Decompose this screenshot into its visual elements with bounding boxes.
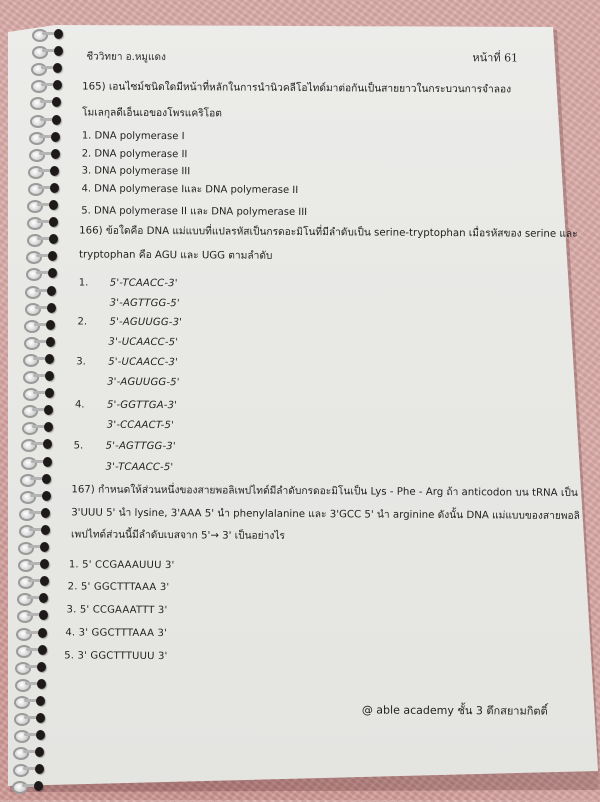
q166-option-2-number: 2. — [77, 316, 88, 328]
q166-option-2-bottom-strand: 3'-UCAACC-5' — [108, 336, 179, 349]
q166-option-2-top-strand: 5'-AGUUGG-3' — [109, 316, 183, 329]
q165-line1: 165) เอนไซม์ชนิดใดมีหน้าที่หลักในการนำนิวคลีโอไทด์มาต่อกันเป็นสายยาวในกระบวนการจำลอง — [82, 81, 512, 96]
q166-option-4-bottom-strand: 3'-CCAACT-5' — [106, 419, 175, 432]
q166-option-3-number: 3. — [76, 356, 86, 368]
q166-option-5-top-strand: 5'-AGTTGG-3' — [105, 440, 176, 453]
q166-option-4-number: 4. — [74, 399, 85, 411]
q165-option-3: 3. DNA polymerase III — [81, 165, 191, 178]
q167-option-4: 4. 3' GGCTTTAAA 3' — [65, 627, 168, 640]
q166-option-3-bottom-strand: 3'-AGUUGG-5' — [107, 376, 180, 389]
q165-line2: โมเลกุลดีเอ็นเอของโพรแคริโอต — [81, 107, 222, 120]
q166-option-3-top-strand: 5'-UCAACC-3' — [108, 356, 179, 369]
q165-option-1: 1. DNA polymerase I — [81, 130, 185, 143]
header-subject: ชีววิทยา อ.หมูแดง — [86, 51, 166, 64]
q165-option-4: 4. DNA polymerase Iและ DNA polymerase II — [81, 183, 299, 196]
q167-line3: เพปไทด์ส่วนนี้มีลำดับเบสจาก 5'→ 3' เป็นอย่างไร — [71, 529, 285, 542]
q166-line2: tryptophan คือ AGU และ UGG ตามลำดับ — [78, 249, 273, 262]
q165-option-5: 5. DNA polymerase II และ DNA polymerase III — [81, 205, 308, 219]
q166-option-1-top-strand: 5'-TCAACC-3' — [109, 277, 178, 290]
q167-line1: 167) กำหนดให้ส่วนหนึ่งของสายพอลิเพปไทด์มีลำดับกรดอะมิโนเป็น Lys - Phe - Arg ถ้า anticodon บน tRNA เป็น — [71, 484, 578, 499]
q165-option-2: 2. DNA polymerase II — [81, 148, 188, 161]
q166-option-5-bottom-strand: 3'-TCAACC-5' — [105, 461, 174, 474]
q166-option-5-number: 5. — [73, 440, 84, 452]
q167-option-2: 2. 5' GGCTTTAAA 3' — [67, 581, 170, 594]
q166-option-1-bottom-strand: 3'-AGTTGG-5' — [109, 297, 180, 310]
q166-option-1-number: 1. — [78, 277, 89, 289]
q167-option-1: 1. 5' CCGAAAUUU 3' — [68, 559, 175, 572]
q167-option-5: 5. 3' GGCTTTUUU 3' — [64, 650, 168, 663]
q167-option-3: 3. 5' CCGAAATTT 3' — [66, 604, 168, 617]
q166-option-4-top-strand: 5'-GGTTGA-3' — [106, 399, 178, 412]
footer-credit: @ able academy ชั้น 3 ตึกสยามกิตติ์ — [361, 703, 548, 718]
q166-line1: 166) ข้อใดคือ DNA แม่แบบที่แปลรหัสเป็นกรดอะมิโนที่มีลำดับเป็น serine-tryptophan เมื่อรหัสของ serine และ — [79, 225, 578, 240]
q167-line2: 3'UUU 5' นำ lysine, 3'AAA 5' นำ phenylalanine และ 3'GCC 5' นำ arginine ดังนั้น DNA แม่แบบของสายพอลิ — [71, 507, 580, 522]
header-page-number: หน้าที่ 61 — [472, 51, 519, 65]
